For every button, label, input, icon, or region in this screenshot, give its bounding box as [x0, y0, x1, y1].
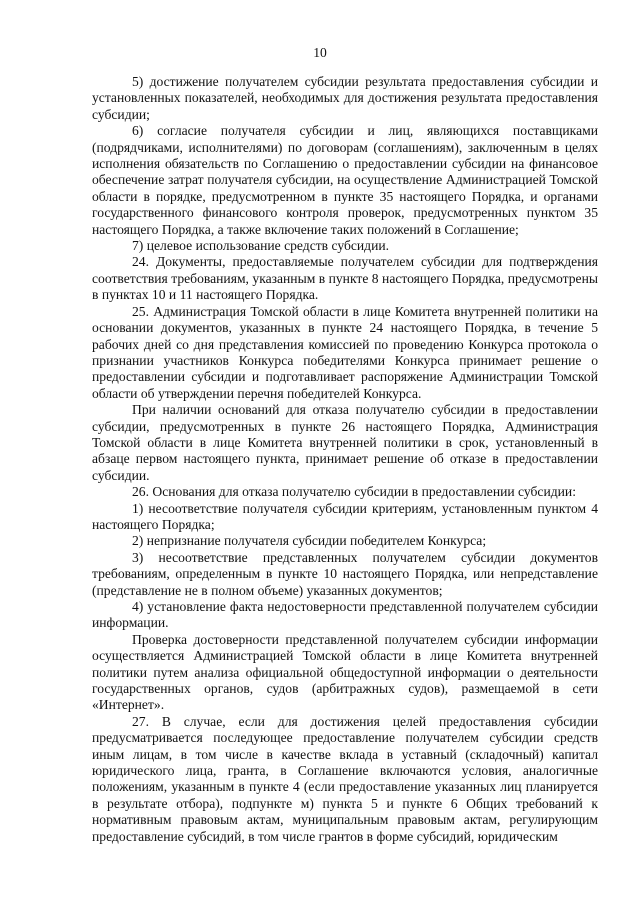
paragraph-item-5: 5) достижение получателем субсидии результата предоставления субсидии и установленных показателей, необходимых для достижения результата предоставления субсидии;	[92, 74, 598, 122]
paragraph-clause-27: 27. В случае, если для достижения целей предоставления субсидии предусматривается последующее предоставление получателем субсидии средств иным лицам, в том числе в качестве вклада в уставный (складочный) капитал юридического лица, гранта, в Соглашение включаются условия, аналогичные положениям, указанным в пункте 4 (если предоставление указанных лиц планируется в результате отбора), подпункте м) пункта 5 и пункте 6 Общих требований к нормативным правовым актам, муниципальным правовым актам, регулирующим предоставление субсидий, в том числе грантов в форме субсидий, юридическим	[92, 713, 598, 844]
paragraph-item-6: 6) согласие получателя субсидии и лиц, являющихся поставщиками (подрядчиками, исполнителями) по договорам (соглашениям), заключенным в целях исполнения обязательств по Соглашению о предоставлении субсидии на финансовое обеспечение затрат получателя субсидии, на осуществление Администрацией Томской области в порядке, предусмотренном в пункте 35 настоящего Порядка, и органами государственного финансового контроля проверок, предусмотренных пунктом 35 настоящего Порядка, а также включение таких положений в Соглашение;	[92, 123, 598, 237]
page-number: 10	[313, 45, 327, 60]
paragraph-verification: Проверка достоверности представленной получателем субсидии информации осуществляется Администрацией Томской области в лице Комитета внутренней политики путем анализа официальной общедоступной информации о деятельности государственных органов, судов (арбитражных судов), размещаемой в сети «Интернет».	[92, 631, 598, 713]
paragraph-item-7: 7) целевое использование средств субсидии.	[132, 238, 390, 254]
paragraph-ground-4: 4) установление факта недостоверности представленной получателем субсидии информации.	[92, 599, 598, 631]
paragraph-ground-3: 3) несоответствие представленных получателем субсидии документов требованиям, определенным в пункте 10 настоящего Порядка, или непредставление (представление не в полном объеме) указанных документов;	[92, 549, 598, 598]
paragraph-clause-25: 25. Администрация Томской области в лице Комитета внутренней политики на основании документов, указанных в пункте 24 настоящего Порядка, в течение 5 рабочих дней со дня представления комиссией по проведению Конкурса протокола о признании участников Конкурса победителями Конкурса принимает решение о предоставлении субсидии и подготавливает распоряжение Администрации Томской области об утверждении перечня победителей Конкурса.	[92, 303, 598, 401]
paragraph-ground-1: 1) несоответствие получателя субсидии критериям, установленным пунктом 4 настоящего Порядка;	[92, 500, 598, 532]
paragraph-ground-2: 2) непризнание получателя субсидии победителем Конкурса;	[132, 533, 487, 549]
paragraph-clause-24: 24. Документы, предоставляемые получателем субсидии для подтверждения соответствия требованиям, указанным в пункте 8 настоящего Порядка, предусмотрены в пунктах 10 и 11 настоящего Порядка.	[92, 254, 598, 303]
paragraph-refusal-decision: При наличии оснований для отказа получателю субсидии в предоставлении субсидии, предусмотренных в пункте 26 настоящего Порядка, Администрация Томской области в лице Комитета внутренней политики в срок, установленный в абзаце первом настоящего пункта, принимает решение об отказе в предоставлении субсидии.	[92, 402, 598, 483]
paragraph-clause-26: 26. Основания для отказа получателю субсидии в предоставлении субсидии:	[132, 484, 576, 500]
document-body	[92, 74, 598, 845]
